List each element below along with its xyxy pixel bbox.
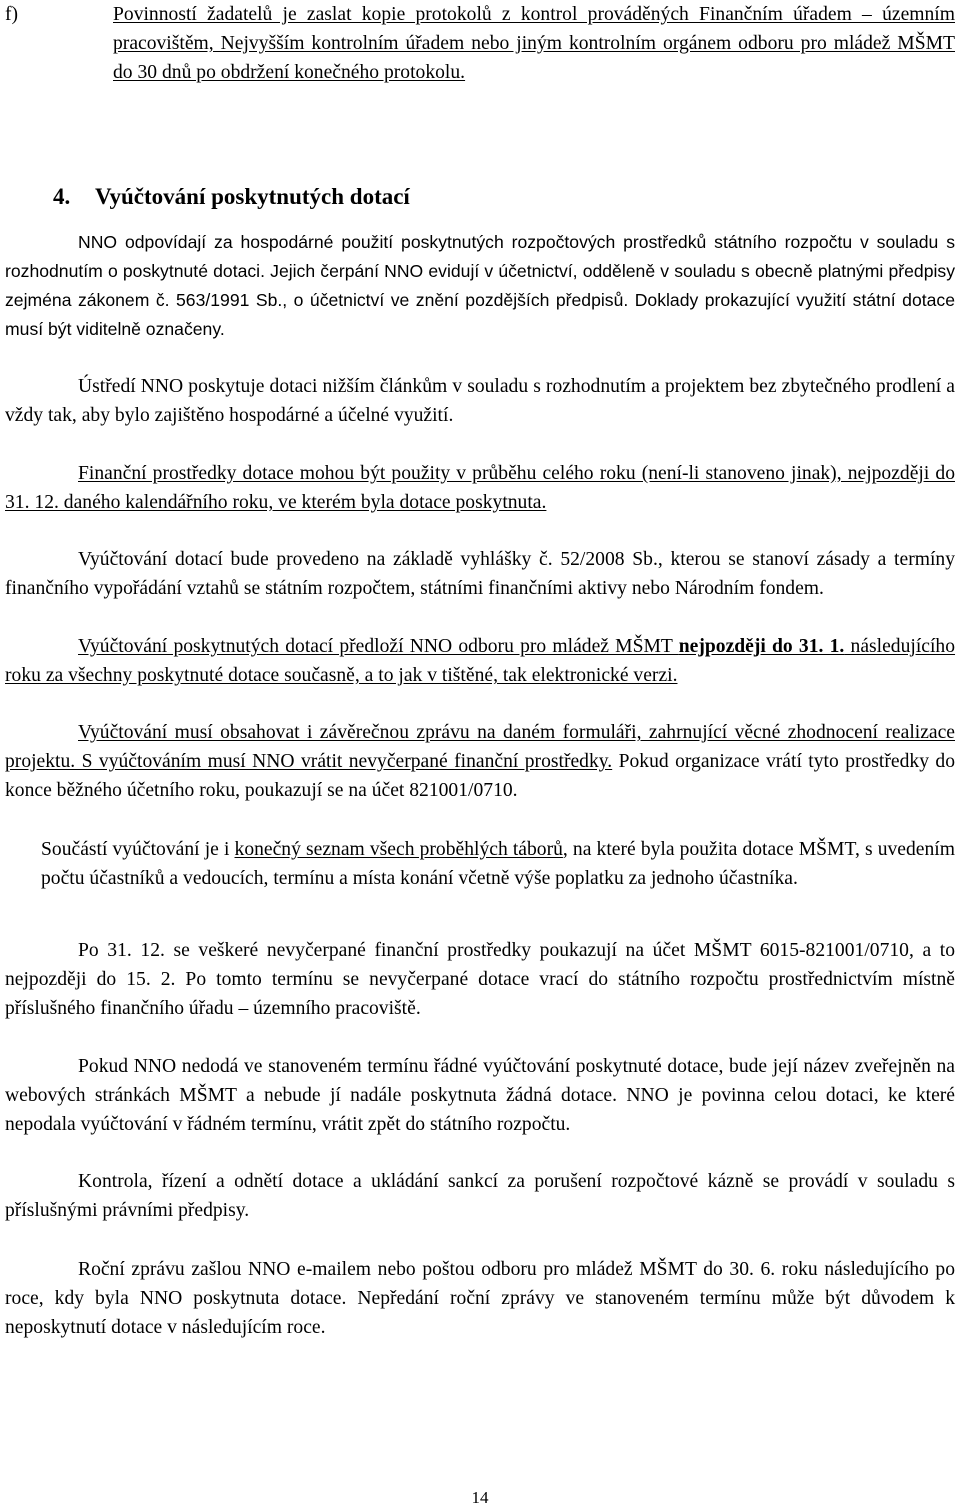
paragraph-11	[5, 1255, 955, 1342]
section-number: 4.	[53, 184, 71, 209]
list-item-f	[5, 0, 955, 87]
paragraph-9-text: Pokud NNO nedodá ve stanoveném termínu řádné vyúčtování poskytnuté dotace, bude její název zveřejněn na webových stránkách MŠMT a nebude jí nadále poskytnuta žádná dotace. NNO je povinna celou dotaci, ke které nepodala vyúčtování v řádném termínu, vrátit zpět do státního rozpočtu.	[5, 1056, 955, 1135]
paragraph-7-part-a: Součástí vyúčtování je i	[41, 839, 235, 860]
paragraph-6	[5, 718, 955, 805]
list-item-label: f)	[5, 4, 19, 25]
paragraph-11-text: Roční zprávu zašlou NNO e-mailem nebo poštou odboru pro mládež MŠMT do 30. 6. roku následujícího po roce, kdy byla NNO poskytnuta dotace. Nepředání roční zprávy ve stanoveném termínu může být důvodem k neposkytnutí dotace v následujícím roce.	[5, 1259, 955, 1338]
paragraph-4	[5, 545, 955, 603]
paragraph-6-rest: Pokud organizace vrátí tyto prostředky do konce běžného účetního roku, poukazují se na účet 821001/0710.	[5, 751, 955, 801]
paragraph-4-text: Vyúčtování dotací bude provedeno na základě vyhlášky č. 52/2008 Sb., kterou se stanoví zásady a termíny finančního vypořádání vztahů se státním rozpočtem, státními finančními aktivy nebo Národním fondem.	[5, 549, 955, 599]
paragraph-7-camp-list: konečný seznam všech proběhlých táborů	[234, 839, 563, 860]
paragraph-10	[5, 1167, 955, 1225]
page-number: 14	[471, 1488, 489, 1507]
paragraph-7-part-b: , na které byla použita dotace MŠMT, s uvedením počtu účastníků a vedoucích, termínu a místa konání včetně výše poplatku za jednoho účastníka.	[41, 839, 955, 889]
paragraph-2	[5, 372, 955, 430]
paragraph-1-part-a: NNO odpovídají za hospodárné použití poskytnutých rozpočtových prostředků státního rozpočtu v souladu s rozhodnutím o poskytnuté dotaci.	[5, 232, 955, 281]
paragraph-9	[5, 1052, 955, 1139]
paragraph-1-part-b: Jejich čerpání NNO evidují v účetnictví, odděleně v souladu s obecně platnými předpisy zejména zákonem č. 563/1991 Sb., o účetnictví ve znění pozdějších předpisů. Doklady prokazující využití státní dotace musí být viditelně označeny.	[5, 261, 955, 339]
paragraph-8	[5, 936, 955, 1023]
paragraph-8-text: Po 31. 12. se veškeré nevyčerpané finanční prostředky poukazují na účet MŠMT 6015-821001/0710, a to nejpozději do 15. 2. Po tomto termínu se nevyčerpané dotace vrací do státního rozpočtu prostřednictvím místně příslušného finančního úřadu – územního pracoviště.	[5, 940, 955, 1019]
paragraph-10-text: Kontrola, řízení a odnětí dotace a ukládání sankcí za porušení rozpočtové kázně se provádí v souladu s příslušnými právními předpisy.	[5, 1171, 955, 1221]
paragraph-5-part-2: následujícího roku za všechny poskytnuté dotace současně, a to jak v tištěné, tak elektronické verzi.	[5, 636, 956, 686]
paragraph-5-deadline: nejpozději do 31. 1.	[678, 636, 845, 657]
section-title: Vyúčtování poskytnutých dotací	[95, 184, 410, 209]
paragraph-3-text: Finanční prostředky dotace mohou být použity v průběhu celého roku (není-li stanoveno jinak), nejpozději do 31. 12. daného kalendářního roku, ve kterém byla dotace poskytnuta.	[5, 463, 955, 513]
paragraph-5-part-1: Vyúčtování poskytnutých dotací předloží NNO odboru pro mládež MŠMT	[78, 636, 679, 657]
paragraph-1	[5, 228, 955, 344]
section-heading	[53, 182, 410, 212]
paragraph-5	[5, 632, 955, 690]
list-item-text: Povinností žadatelů je zaslat kopie protokolů z kontrol prováděných Finančním úřadem – územním pracovištěm, Nejvyšším kontrolním úřadem nebo jiným kontrolním orgánem odboru pro mládež MŠMT do 30 dnů po obdržení konečného protokolu.	[113, 4, 955, 83]
paragraph-6-underlined: Vyúčtování musí obsahovat i závěrečnou zprávu na daném formuláři, zahrnující věcné zhodnocení realizace projektu. S vyúčtováním musí NNO vrátit nevyčerpané finanční prostředky.	[5, 722, 955, 772]
paragraph-7	[5, 835, 955, 893]
paragraph-3	[5, 459, 955, 517]
paragraph-2-text: Ústředí NNO poskytuje dotaci nižším článkům v souladu s rozhodnutím a projektem bez zbytečného prodlení a vždy tak, aby bylo zajištěno hospodárné a účelné využití.	[5, 376, 955, 426]
